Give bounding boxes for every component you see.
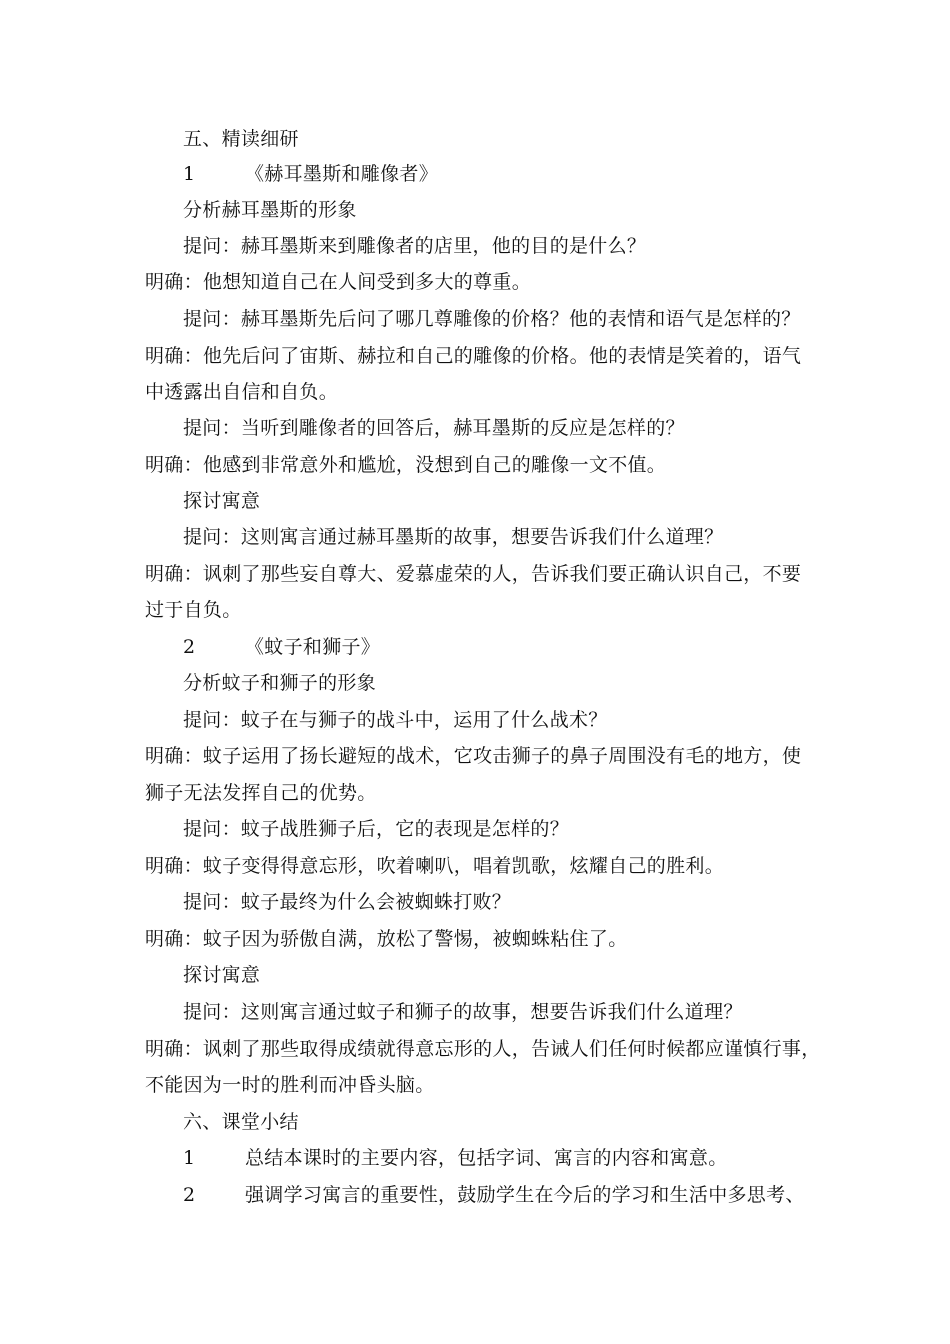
summary-item-2-text: 强调学习寓言的重要性，鼓励学生在今后的学习和生活中多思考、: [245, 1184, 805, 1206]
part1-question-3: 提问：当听到雕像者的回答后，赫耳墨斯的反应是怎样的？: [183, 417, 685, 439]
part2-subheading-meaning: 探讨寓意: [183, 964, 261, 986]
part1-question-4: 提问：这则寓言通过赫耳墨斯的故事，想要告诉我们什么道理？: [183, 526, 724, 548]
summary-item-1: [183, 1146, 728, 1170]
part1-question-2: 提问：赫耳墨斯先后问了哪几尊雕像的价格？他的表情和语气是怎样的？: [183, 308, 801, 330]
summary-item-2: [183, 1183, 805, 1207]
part2-answer-4-line-1: 明确：讽刺了那些取得成绩就得意忘形的人，告诫人们任何时候都应谨慎行事，: [145, 1038, 821, 1060]
section-heading-6: 六、课堂小结: [183, 1111, 299, 1133]
part1-title-row: [183, 162, 438, 186]
section-heading-5: 五、精读细研: [183, 128, 299, 150]
part2-number: 2: [183, 636, 196, 658]
part2-answer-2: 明确：蚊子变得得意忘形，吹着喇叭，唱着凯歌，炫耀自己的胜利。: [145, 855, 725, 877]
part2-question-4: 提问：这则寓言通过蚊子和狮子的故事，想要告诉我们什么道理？: [183, 1001, 743, 1023]
part2-title: 《蚊子和狮子》: [245, 636, 381, 658]
part1-question-1: 提问：赫耳墨斯来到雕像者的店里，他的目的是什么？: [183, 235, 647, 257]
part2-title-row: [183, 635, 380, 659]
part1-answer-3: 明确：他感到非常意外和尴尬，没想到自己的雕像一文不值。: [145, 454, 667, 476]
part2-answer-4-line-2: 不能因为一时的胜利而冲昏头脑。: [145, 1074, 435, 1096]
part2-answer-1-line-2: 狮子无法发挥自己的优势。: [145, 782, 377, 804]
part1-title: 《赫耳墨斯和雕像者》: [245, 163, 439, 185]
summary-item-2-number: 2: [183, 1184, 196, 1206]
part1-subheading-meaning: 探讨寓意: [183, 490, 261, 512]
summary-item-1-number: 1: [183, 1147, 196, 1169]
part1-answer-2-line-2: 中透露出自信和自负。: [145, 381, 339, 403]
part1-answer-4-line-1: 明确：讽刺了那些妄自尊大、爱慕虚荣的人，告诉我们要正确认识自己，不要: [145, 563, 802, 585]
summary-item-1-text: 总结本课时的主要内容，包括字词、寓言的内容和寓意。: [245, 1147, 728, 1169]
part1-number: 1: [183, 163, 196, 185]
part2-answer-1-line-1: 明确：蚊子运用了扬长避短的战术，它攻击狮子的鼻子周围没有毛的地方，使: [145, 745, 802, 767]
part2-question-2: 提问：蚊子战胜狮子后，它的表现是怎样的？: [183, 818, 570, 840]
part1-subheading-analysis: 分析赫耳墨斯的形象: [183, 199, 357, 221]
part1-answer-4-line-2: 过于自负。: [145, 599, 242, 621]
part1-answer-2-line-1: 明确：他先后问了宙斯、赫拉和自己的雕像的价格。他的表情是笑着的，语气: [145, 345, 802, 367]
part2-question-1: 提问：蚊子在与狮子的战斗中，运用了什么战术？: [183, 709, 608, 731]
part1-answer-1: 明确：他想知道自己在人间受到多大的尊重。: [145, 271, 532, 293]
part2-question-3: 提问：蚊子最终为什么会被蜘蛛打败？: [183, 891, 512, 913]
part2-answer-3: 明确：蚊子因为骄傲自满，放松了警惕，被蜘蛛粘住了。: [145, 928, 628, 950]
part2-subheading-analysis: 分析蚊子和狮子的形象: [183, 672, 377, 694]
